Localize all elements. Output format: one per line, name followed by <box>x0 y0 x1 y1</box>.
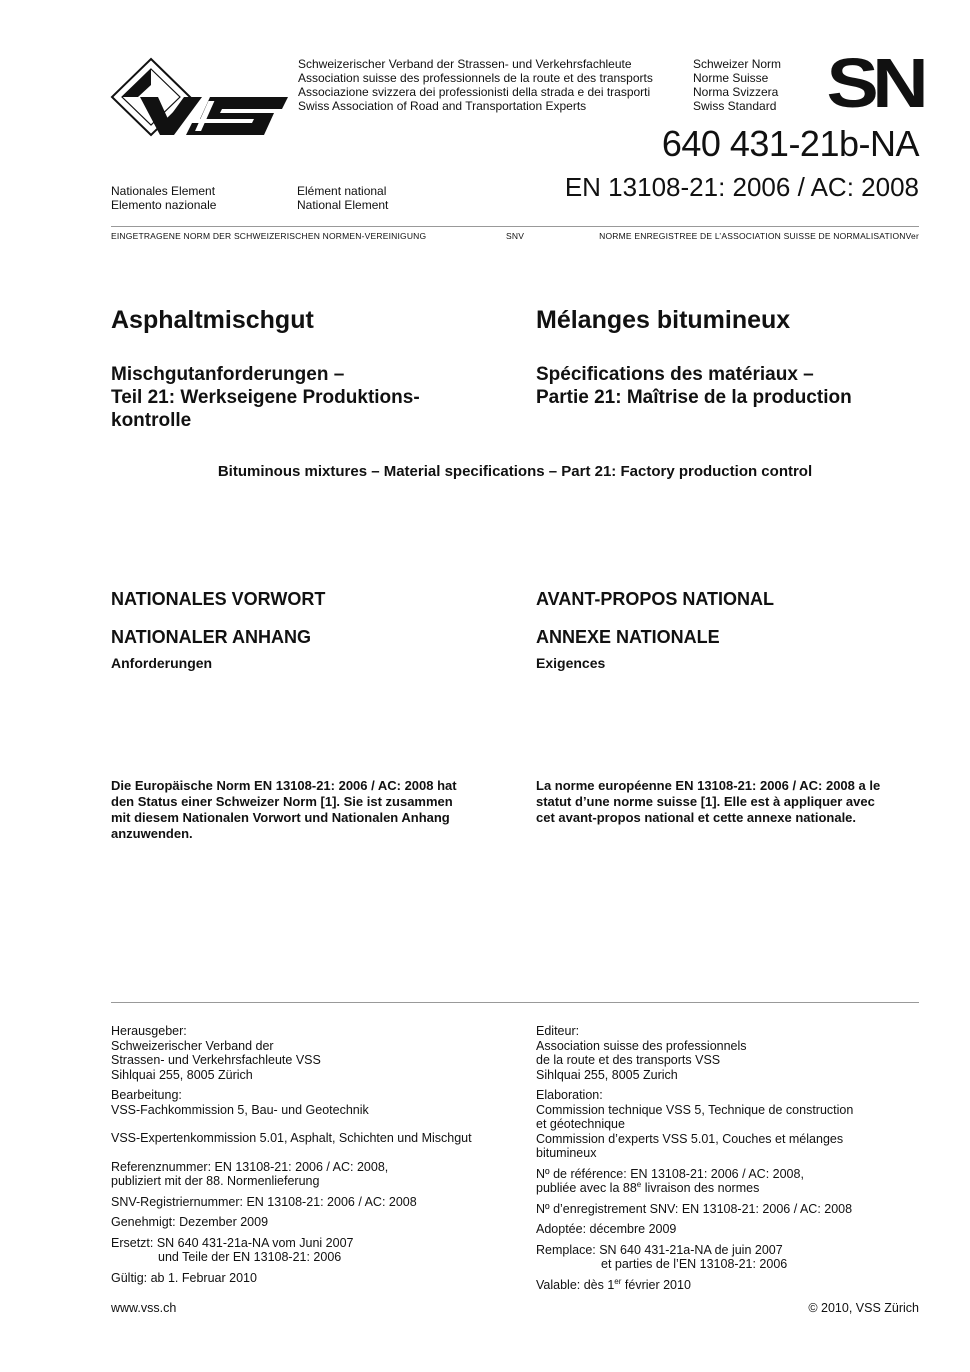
intro-de-line: den Status einer Schweizer Norm [1]. Sie ist zusammen <box>111 794 453 809</box>
copyright: © 2010, VSS Zürich <box>808 1301 919 1315</box>
editeur-line: de la route et des transports VSS <box>536 1053 721 1067</box>
ref-text: publiée avec la 88 <box>536 1181 637 1195</box>
element-label: Elément national <box>297 184 387 198</box>
title-fr: Mélanges bitumineux <box>536 306 791 334</box>
elaboration-line: Elaboration: <box>536 1088 603 1102</box>
bearbeitung-line: Bearbeitung: <box>111 1088 182 1102</box>
section-exigences: Exigences <box>536 655 606 671</box>
replaces-line: Remplace: SN 640 431-21a-NA de juin 2007 <box>536 1242 783 1257</box>
ref-line: Referenznummer: EN 13108-21: 2006 / AC: 2008, <box>111 1159 389 1174</box>
publisher-de <box>111 1024 511 1291</box>
registration-right: NORME ENREGISTREE DE L’ASSOCIATION SUISSE DE NORMALISATIONVer <box>599 231 919 241</box>
approved: Genehmigt: Dezember 2009 <box>111 1215 269 1229</box>
elaboration-line: Commission d’experts VSS 5.01, Couches et mélanges <box>536 1131 844 1146</box>
org-line: Schweizerischer Verband der Strassen- und Verkehrsfachleute <box>298 57 632 71</box>
ref-line: publiziert mit der 88. Normenlieferung <box>111 1174 320 1188</box>
ref-line <box>536 1181 920 1196</box>
norm-line: Norma Svizzera <box>693 85 779 99</box>
replaces-line: et parties de l’EN 13108-21: 2006 <box>601 1257 788 1271</box>
doc-number: 640 431-21b-NA <box>661 123 919 164</box>
title-en: Bituminous mixtures – Material specifications – Part 21: Factory production control <box>217 463 813 480</box>
section-anforderungen: Anforderungen <box>111 655 213 671</box>
title-de: Asphaltmischgut <box>111 306 314 334</box>
ref-sup: e <box>636 1179 642 1189</box>
norm-line: Norme Suisse <box>693 71 769 85</box>
elaboration-line: Commission technique VSS 5, Technique de construction <box>536 1102 854 1117</box>
divider <box>111 226 919 227</box>
element-label: Elemento nazionale <box>111 198 217 212</box>
registration-snv: SNV <box>506 231 525 241</box>
org-line: Associazione svizzera dei professionisti della strada e dei trasporti <box>298 85 651 99</box>
valid-text: Valable: dès 1 <box>536 1277 615 1292</box>
intro-fr-line: statut d’une norme suisse [1]. Elle est à appliquer avec <box>536 794 875 809</box>
norm-line: Schweizer Norm <box>693 57 782 71</box>
en-number: EN 13108-21: 2006 / AC: 2008 <box>564 172 919 202</box>
intro-de-line: mit diesem Nationalen Vorwort und Nationalen Anhang <box>111 810 450 825</box>
snv-number: SNV-Registriernummer: EN 13108-21: 2006 / AC: 2008 <box>111 1194 417 1209</box>
norm-line: Swiss Standard <box>693 99 777 113</box>
valid-from <box>536 1278 920 1293</box>
elaboration-line: et géotechnique <box>536 1117 625 1131</box>
ref-line: Nº de référence: EN 13108-21: 2006 / AC: 2008, <box>536 1166 804 1181</box>
subtitle-fr-line: Spécifications des matériaux – <box>536 364 814 385</box>
editeur-line: Editeur: <box>536 1024 580 1038</box>
intro-fr-line: La norme européenne EN 13108-21: 2006 / AC: 2008 a le <box>536 778 881 793</box>
valid-from: Gültig: ab 1. Februar 2010 <box>111 1270 257 1285</box>
hrsg-line: Herausgeber: <box>111 1024 187 1038</box>
replaces-line: und Teile der EN 13108-21: 2006 <box>158 1250 342 1264</box>
adopted: Adoptée: décembre 2009 <box>536 1222 677 1236</box>
element-label: National Element <box>297 198 389 212</box>
intro-fr-line: cet avant-propos national et cette annexe nationale. <box>536 810 857 825</box>
element-label: Nationales Element <box>111 184 216 198</box>
subtitle-de-line: Mischgutanforderungen – <box>111 364 345 385</box>
valid-text: février 2010 <box>621 1277 691 1292</box>
section-avant-propos: AVANT-PROPOS NATIONAL <box>536 589 774 609</box>
section-annexe: ANNEXE NATIONALE <box>536 627 720 647</box>
divider <box>111 1002 919 1003</box>
editeur-line: Sihlquai 255, 8005 Zurich <box>536 1067 678 1082</box>
intro-de-line: anzuwenden. <box>111 826 193 841</box>
sn-logo: SN <box>826 44 922 122</box>
editeur-line: Association suisse des professionnels <box>536 1038 747 1053</box>
publisher-fr <box>536 1024 920 1298</box>
registration-left: EINGETRAGENE NORM DER SCHWEIZERISCHEN NORMEN-VEREINIGUNG <box>111 231 427 241</box>
intro-de <box>111 778 457 842</box>
subtitle-de-line: Teil 21: Werkseigene Produktions- <box>111 387 420 408</box>
org-line: Swiss Association of Road and Transportation Experts <box>298 99 587 113</box>
section-anhang: NATIONALER ANHANG <box>111 627 311 647</box>
ref-text: livraison des normes <box>641 1181 760 1195</box>
intro-fr <box>536 778 880 826</box>
website-link[interactable]: www.vss.ch <box>111 1301 177 1315</box>
subtitle-fr-line: Partie 21: Maîtrise de la production <box>536 387 852 408</box>
section-vorwort: NATIONALES VORWORT <box>111 589 326 609</box>
org-line: Association suisse des professionnels de la route et des transports <box>298 71 653 85</box>
elaboration-line: bitumineux <box>536 1146 597 1160</box>
vss-logo <box>110 57 292 139</box>
bearbeitung-line: VSS-Fachkommission 5, Bau- und Geotechnik <box>111 1102 369 1117</box>
intro-de-line: Die Europäische Norm EN 13108-21: 2006 / AC: 2008 hat <box>111 778 457 793</box>
valid-sup: er <box>614 1276 622 1286</box>
snv-number: Nº d’enregistrement SNV: EN 13108-21: 2006 / AC: 2008 <box>536 1201 853 1216</box>
hrsg-line: Schweizerischer Verband der <box>111 1038 274 1053</box>
hrsg-line: Strassen- und Verkehrsfachleute VSS <box>111 1053 321 1067</box>
replaces-line: Ersetzt: SN 640 431-21a-NA vom Juni 2007 <box>111 1235 354 1250</box>
expert-commission: VSS-Expertenkommission 5.01, Asphalt, Schichten und Mischgut <box>111 1131 472 1145</box>
hrsg-line: Sihlquai 255, 8005 Zürich <box>111 1067 253 1082</box>
subtitle-de-line: kontrolle <box>111 410 192 431</box>
